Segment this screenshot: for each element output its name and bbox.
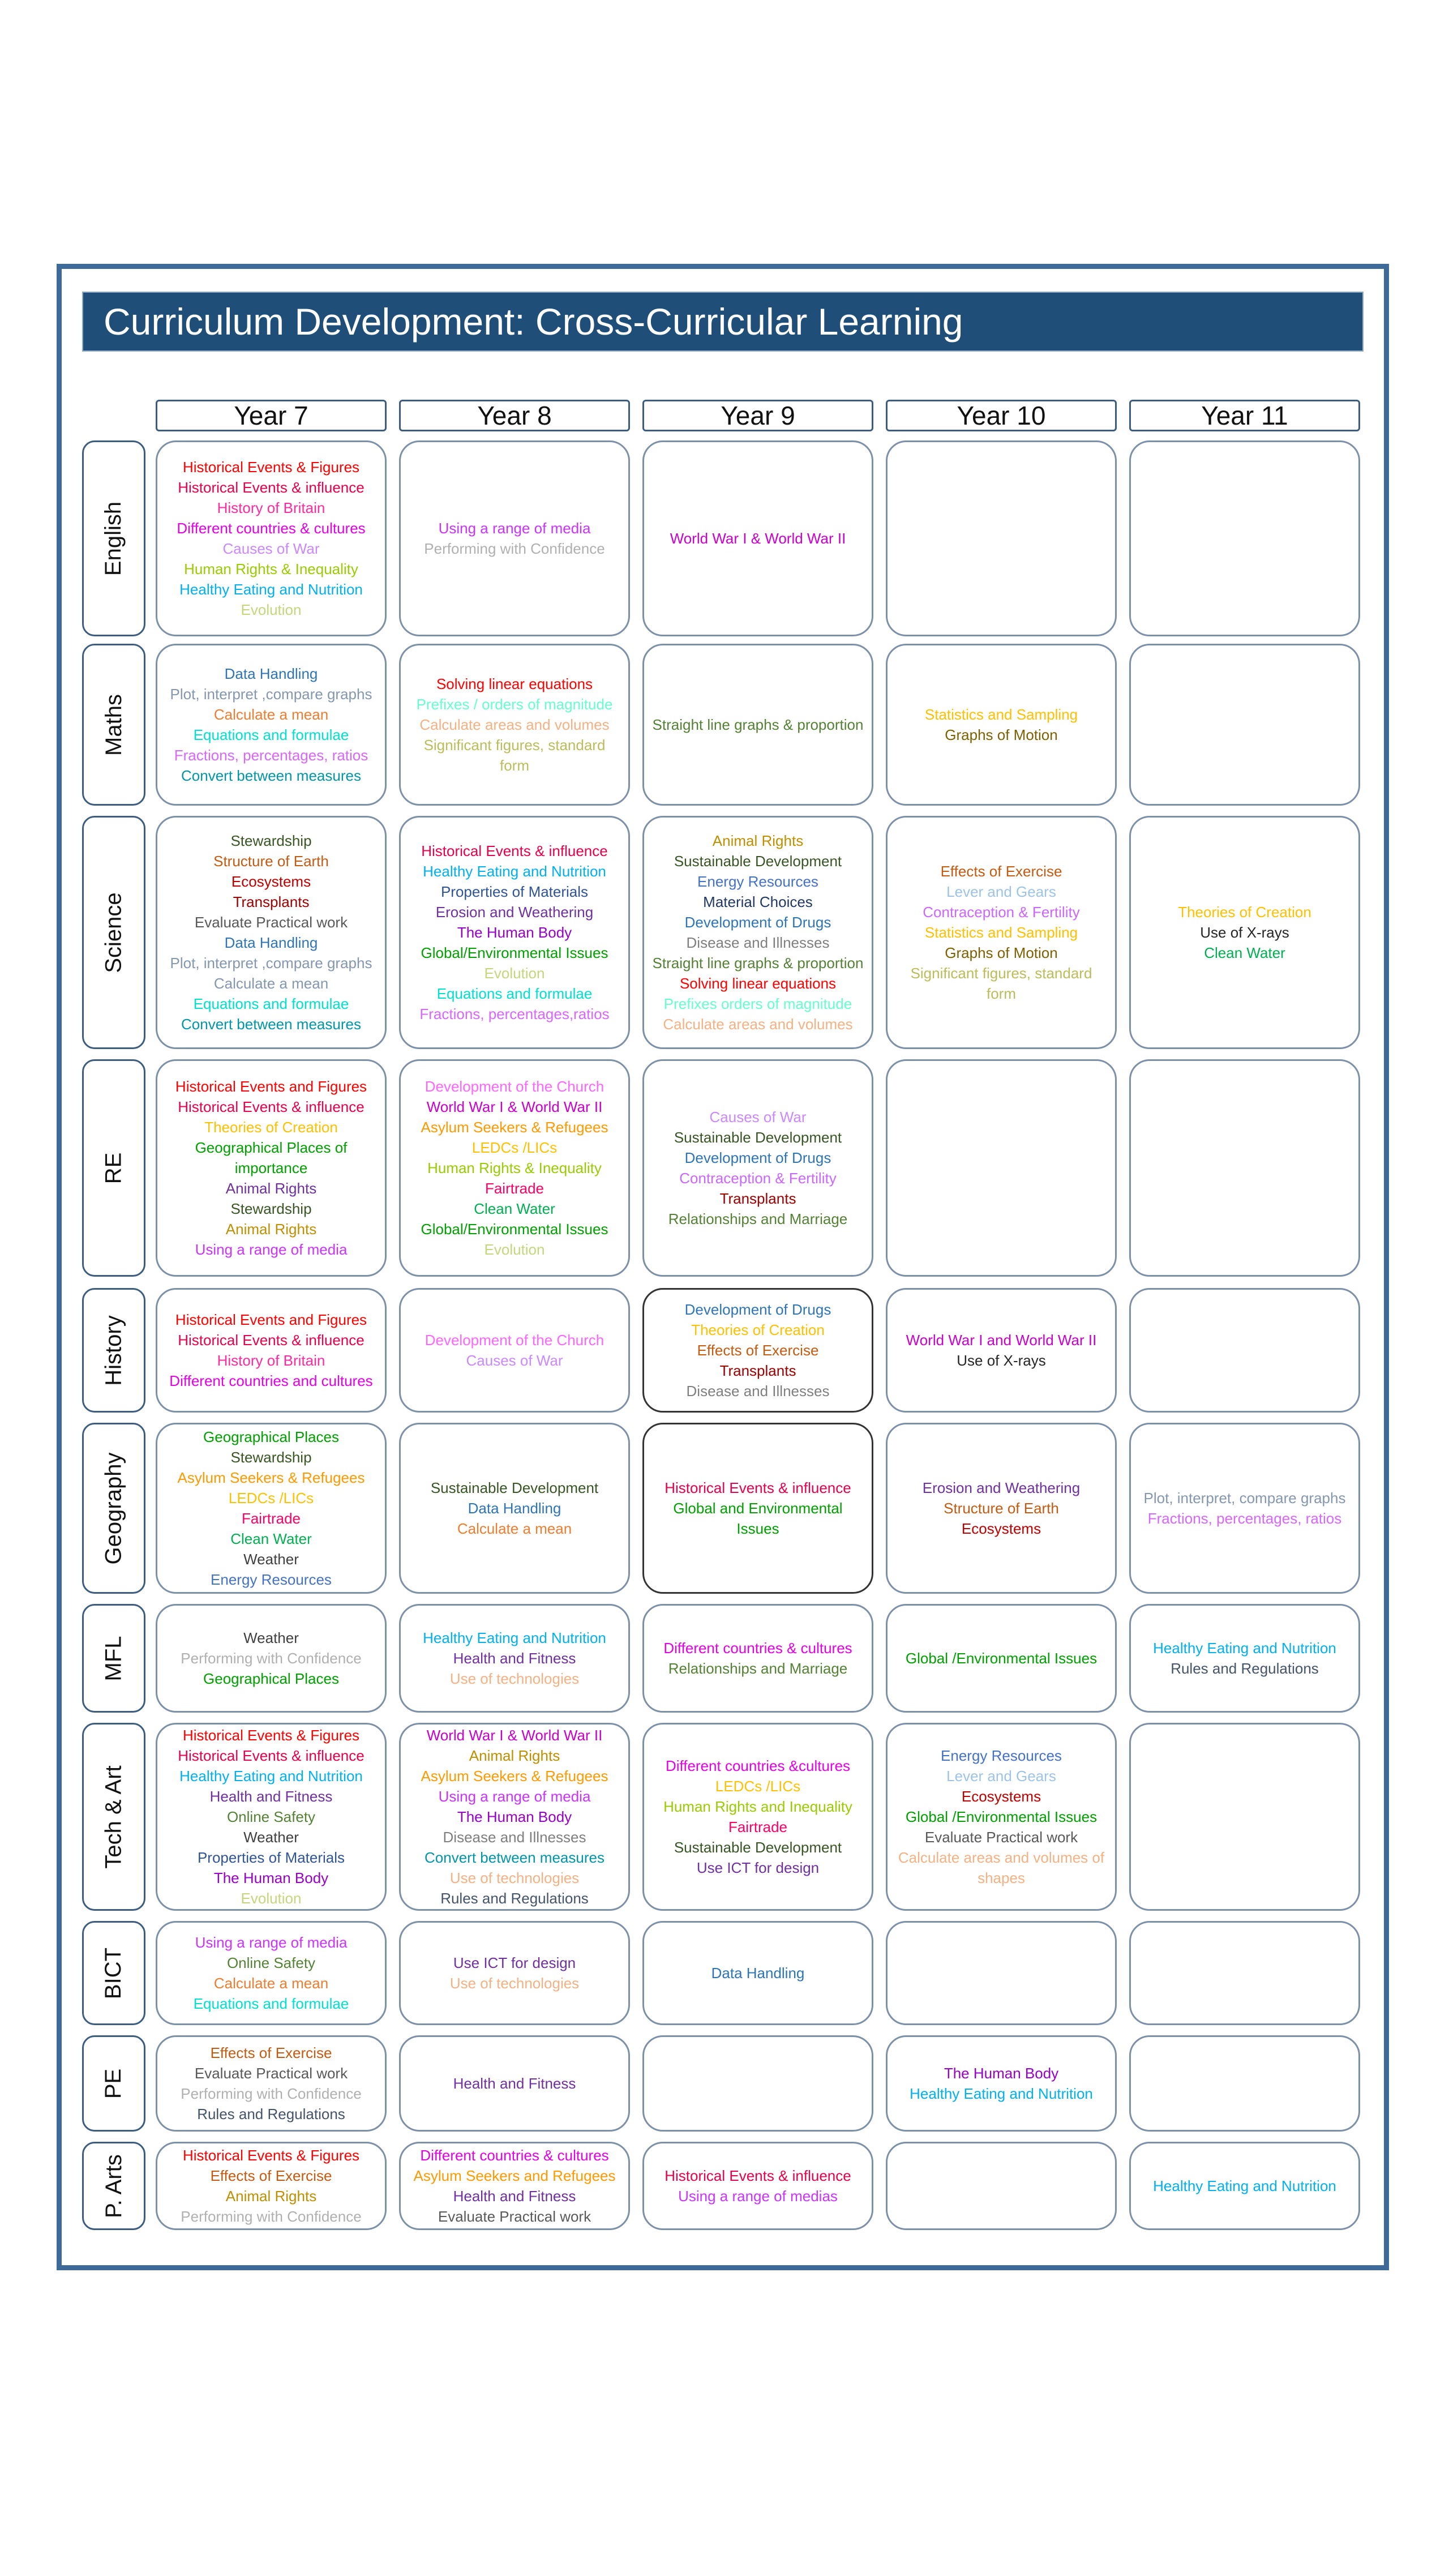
topic-item: Fairtrade — [241, 1510, 301, 1527]
topic-item: Solving linear equations — [436, 675, 593, 692]
topic-item: Animal Rights — [225, 1180, 317, 1197]
topic-item: Animal Rights — [225, 1221, 317, 1238]
topic-item: Theories of Creation — [1178, 904, 1311, 921]
topic-item: Performing with Confidence — [181, 2085, 362, 2102]
topic-item: Use of X-rays — [957, 1352, 1046, 1369]
topic-item: Historical Events & Figures — [182, 1727, 360, 1744]
topic-item: Performing with Confidence — [181, 1650, 362, 1667]
topic-item: Health and Fitness — [453, 2075, 576, 2092]
topic-item: Statistics and Sampling — [924, 706, 1078, 723]
topic-item: Convert between measures — [425, 1849, 605, 1866]
curriculum-cell — [399, 1288, 630, 1413]
topic-item: Plot, interpret, compare graphs — [1143, 1490, 1346, 1507]
topic-item: Stewardship — [230, 832, 312, 849]
topic-item: Historical Events & influence — [178, 1747, 365, 1764]
curriculum-cell — [886, 1059, 1117, 1277]
topic-item: Using a range of media — [195, 1241, 348, 1258]
curriculum-cell — [1129, 1604, 1360, 1713]
curriculum-cell — [886, 1288, 1117, 1413]
year-header-8: Year 8 — [399, 400, 630, 431]
curriculum-cell — [156, 1723, 387, 1911]
curriculum-cell — [1129, 1059, 1360, 1277]
curriculum-cell — [156, 2142, 387, 2230]
curriculum-cell — [1129, 1723, 1360, 1911]
topic-item: Disease and Illnesses — [686, 934, 830, 951]
topic-item: Historical Events & influence — [665, 1479, 851, 1496]
topic-item: Asylum Seekers & Refugees — [177, 1469, 365, 1486]
subject-label-pe — [82, 2035, 145, 2132]
topic-item: Calculate areas and volumes of shapes — [898, 1849, 1105, 1886]
curriculum-cell — [399, 440, 630, 636]
year-header-7: Year 7 — [156, 400, 387, 431]
topic-item: Sustainable Development — [674, 1839, 842, 1856]
curriculum-cell — [156, 1288, 387, 1413]
subject-name: BICT — [101, 1947, 126, 1999]
topic-item: Fractions, percentages,ratios — [419, 1005, 610, 1022]
curriculum-cell — [1129, 440, 1360, 636]
topic-item: Asylum Seekers & Refugees — [421, 1768, 608, 1785]
year-header-11: Year 11 — [1129, 400, 1360, 431]
topic-item: Ecosystems — [961, 1788, 1041, 1805]
topic-item: Performing with Confidence — [181, 2208, 362, 2225]
topic-item: Plot, interpret ,compare graphs — [170, 686, 372, 703]
topic-item: Ecosystems — [231, 873, 311, 890]
topic-item: The Human Body — [457, 1808, 572, 1825]
topic-item: Using a range of medias — [678, 2188, 838, 2205]
topic-item: Different countries &cultures — [665, 1757, 851, 1774]
topic-item: World War I and World War II — [906, 1332, 1097, 1349]
topic-item: Historical Events & influence — [665, 2167, 851, 2184]
topic-item: Historical Events & influence — [421, 842, 608, 859]
topic-item: Evolution — [484, 965, 545, 982]
topic-item: The Human Body — [944, 2065, 1059, 2082]
topic-item: Different countries & cultures — [177, 520, 366, 537]
topic-item: Use ICT for design — [696, 1859, 820, 1876]
topic-item: Significant figures, standard form — [910, 965, 1092, 1002]
subject-name: RE — [101, 1152, 126, 1184]
topic-item: Online Safety — [226, 1954, 316, 1971]
topic-item: Geographical Places of importance — [195, 1139, 348, 1176]
topic-item: Sustainable Development — [674, 853, 842, 870]
topic-item: Straight line graphs & proportion — [652, 955, 864, 972]
subject-label-re — [82, 1059, 145, 1277]
topic-item: Sustainable Development — [430, 1479, 599, 1496]
topic-item: Healthy Eating and Nutrition — [423, 1629, 606, 1646]
subject-name: Science — [101, 892, 126, 973]
curriculum-cell — [399, 1921, 630, 2025]
curriculum-cell — [642, 1059, 873, 1277]
topic-item: Healthy Eating and Nutrition — [1153, 2177, 1336, 2194]
topic-item: Energy Resources — [941, 1747, 1062, 1764]
topic-item: Clean Water — [1204, 944, 1285, 961]
topic-item: Convert between measures — [181, 767, 361, 784]
topic-item: Healthy Eating and Nutrition — [423, 863, 606, 880]
topic-item: Use of technologies — [449, 1670, 580, 1687]
topic-item: LEDCs /LICs — [715, 1778, 801, 1795]
topic-item: Historical Events & influence — [178, 1332, 365, 1349]
topic-item: Effects of Exercise — [940, 863, 1062, 880]
topic-item: Health and Fitness — [453, 2188, 576, 2205]
subject-name: P. Arts — [101, 2154, 126, 2218]
curriculum-cell — [399, 816, 630, 1049]
topic-item: History of Britain — [217, 499, 325, 516]
curriculum-cell — [156, 440, 387, 636]
topic-item: Development of Drugs — [684, 914, 831, 931]
topic-item: Data Handling — [224, 665, 318, 682]
topic-item: Contraception & Fertility — [679, 1170, 837, 1187]
topic-item: Causes of War — [222, 540, 320, 557]
curriculum-cell — [642, 2142, 873, 2230]
topic-item: Historical Events & influence — [178, 479, 365, 496]
topic-item: Calculate a mean — [213, 1975, 329, 1992]
topic-item: Data Handling — [224, 934, 318, 951]
topic-item: Evaluate Practical work — [194, 2065, 348, 2082]
topic-item: Equations and formulae — [436, 985, 593, 1002]
year-header-9: Year 9 — [642, 400, 873, 431]
topic-item: Global/Environmental Issues — [421, 1221, 608, 1238]
topic-item: Asylum Seekers and Refugees — [413, 2167, 616, 2184]
curriculum-cell — [886, 1921, 1117, 2025]
topic-item: Straight line graphs & proportion — [652, 716, 864, 733]
topic-item: Online Safety — [226, 1808, 316, 1825]
topic-item: Rules and Regulations — [440, 1890, 589, 1907]
subject-label-english — [82, 440, 145, 636]
subject-name: Maths — [101, 694, 126, 756]
topic-item: Clean Water — [230, 1530, 312, 1547]
topic-item: Use of technologies — [449, 1975, 580, 1992]
curriculum-cell — [886, 2142, 1117, 2230]
topic-item: Healthy Eating and Nutrition — [179, 1768, 363, 1785]
topic-item: Properties of Materials — [197, 1849, 345, 1866]
subject-label-mfl — [82, 1604, 145, 1713]
topic-item: Structure of Earth — [213, 853, 329, 870]
topic-item: Transplants — [719, 1362, 796, 1379]
topic-item: Rules and Regulations — [197, 2106, 345, 2123]
topic-item: Different countries and cultures — [169, 1372, 373, 1389]
subject-name: Tech & Art — [101, 1765, 126, 1869]
topic-item: Fairtrade — [728, 1818, 788, 1835]
topic-item: Relationships and Marriage — [668, 1210, 848, 1227]
topic-item: Using a range of media — [438, 1788, 591, 1805]
topic-item: Stewardship — [230, 1449, 312, 1466]
topic-item: Evaluate Practical work — [194, 914, 348, 931]
topic-item: Effects of Exercise — [210, 2167, 332, 2184]
curriculum-cell — [886, 644, 1117, 806]
curriculum-cell — [1129, 2142, 1360, 2230]
topic-item: Geographical Places — [203, 1670, 339, 1687]
curriculum-cell — [886, 440, 1117, 636]
topic-item: Lever and Gears — [946, 883, 1056, 900]
subject-label-maths — [82, 644, 145, 806]
curriculum-cell — [1129, 1921, 1360, 2025]
topic-item: Development of the Church — [425, 1332, 605, 1349]
curriculum-frame — [57, 264, 1389, 2270]
curriculum-cell — [156, 1423, 387, 1594]
curriculum-cell — [156, 1604, 387, 1713]
topic-item: Calculate areas and volumes — [663, 1016, 853, 1033]
topic-item: LEDCs /LICs — [471, 1139, 558, 1156]
topic-item: Transplants — [719, 1190, 796, 1207]
curriculum-cell — [1129, 644, 1360, 806]
subject-label-science — [82, 816, 145, 1049]
topic-item: Human Rights & Inequality — [184, 560, 358, 577]
topic-item: Development of Drugs — [684, 1301, 831, 1318]
topic-item: World War I & World War II — [670, 530, 846, 547]
curriculum-cell — [642, 2035, 873, 2132]
topic-item: Transplants — [233, 893, 310, 910]
topic-item: Use of technologies — [449, 1869, 580, 1886]
topic-item: Fractions, percentages, ratios — [174, 747, 368, 764]
subject-label-p-arts — [82, 2142, 145, 2230]
year-header-10: Year 10 — [886, 400, 1117, 431]
curriculum-cell — [642, 1288, 873, 1413]
topic-item: Solving linear equations — [679, 975, 837, 992]
subject-name: Geography — [101, 1452, 126, 1564]
topic-item: Historical Events & influence — [178, 1098, 365, 1115]
topic-item: Weather — [243, 1629, 299, 1646]
topic-item: Sustainable Development — [674, 1129, 842, 1146]
topic-item: Global /Environmental Issues — [905, 1650, 1098, 1667]
topic-item: Causes of War — [466, 1352, 563, 1369]
curriculum-cell — [399, 2035, 630, 2132]
topic-item: Clean Water — [474, 1200, 555, 1217]
curriculum-cell — [642, 1921, 873, 2025]
topic-item: Animal Rights — [469, 1747, 560, 1764]
curriculum-cell — [1129, 2035, 1360, 2132]
topic-item: Using a range of media — [195, 1934, 348, 1951]
curriculum-cell — [642, 816, 873, 1049]
topic-item: Stewardship — [230, 1200, 312, 1217]
curriculum-cell — [399, 1604, 630, 1713]
curriculum-cell — [1129, 1423, 1360, 1594]
subject-name: PE — [101, 2068, 126, 2099]
topic-item: Different countries & cultures — [663, 1640, 852, 1657]
topic-item: Fairtrade — [485, 1180, 545, 1197]
topic-item: Ecosystems — [961, 1520, 1041, 1537]
topic-item: Effects of Exercise — [210, 2044, 332, 2061]
curriculum-cell — [399, 1059, 630, 1277]
topic-item: Theories of Creation — [691, 1321, 825, 1338]
curriculum-cell — [399, 1723, 630, 1911]
curriculum-cell — [886, 1423, 1117, 1594]
topic-item: Significant figures, standard form — [423, 737, 606, 774]
curriculum-cell — [156, 2035, 387, 2132]
topic-item: Equations and formulae — [193, 726, 349, 743]
curriculum-cell — [886, 1604, 1117, 1713]
topic-item: Evolution — [241, 601, 302, 618]
topic-item: Evaluate Practical work — [924, 1829, 1078, 1846]
topic-item: The Human Body — [457, 924, 572, 941]
topic-item: Geographical Places — [203, 1428, 339, 1445]
curriculum-cell — [156, 1059, 387, 1277]
curriculum-cell — [642, 1723, 873, 1911]
topic-item: Energy Resources — [211, 1571, 332, 1588]
topic-item: Equations and formulae — [193, 995, 349, 1012]
topic-item: Theories of Creation — [204, 1119, 338, 1136]
topic-item: Human Rights and Inequality — [663, 1798, 852, 1815]
curriculum-cell — [642, 1604, 873, 1713]
topic-item: Global/Environmental Issues — [421, 944, 608, 961]
topic-item: Energy Resources — [697, 873, 818, 890]
curriculum-cell — [642, 1423, 873, 1594]
topic-item: Data Handling — [468, 1500, 561, 1517]
topic-item: Evolution — [241, 1890, 302, 1907]
topic-item: Lever and Gears — [946, 1768, 1056, 1785]
curriculum-cell — [156, 816, 387, 1049]
topic-item: Prefixes orders of magnitude — [663, 995, 852, 1012]
topic-item: Animal Rights — [712, 832, 804, 849]
curriculum-cell — [399, 2142, 630, 2230]
subject-name: History — [101, 1315, 126, 1386]
topic-item: Evolution — [484, 1241, 545, 1258]
topic-item: Effects of Exercise — [697, 1342, 819, 1359]
topic-item: The Human Body — [213, 1869, 329, 1886]
curriculum-cell — [399, 644, 630, 806]
curriculum-cell — [886, 1723, 1117, 1911]
topic-item: Graphs of Motion — [945, 726, 1058, 743]
topic-item: Development of the Church — [425, 1078, 605, 1095]
topic-item: World War I & World War II — [426, 1727, 603, 1744]
topic-item: Use of X-rays — [1200, 924, 1289, 941]
curriculum-cell — [1129, 1288, 1360, 1413]
curriculum-cell — [886, 816, 1117, 1049]
curriculum-cell — [886, 2035, 1117, 2132]
subject-name: MFL — [101, 1636, 126, 1681]
topic-item: Rules and Regulations — [1171, 1660, 1319, 1677]
topic-item: Graphs of Motion — [945, 944, 1058, 961]
topic-item: Global and Environmental Issues — [673, 1500, 843, 1537]
topic-item: Disease and Illnesses — [686, 1383, 830, 1400]
topic-item: Health and Fitness — [209, 1788, 333, 1805]
topic-item: Fractions, percentages, ratios — [1147, 1510, 1342, 1527]
topic-item: Health and Fitness — [453, 1650, 576, 1667]
topic-item: Structure of Earth — [944, 1500, 1059, 1517]
topic-item: Causes of War — [709, 1109, 807, 1126]
topic-item: Evaluate Practical work — [438, 2208, 591, 2225]
curriculum-cell — [156, 1921, 387, 2025]
topic-item: Global /Environmental Issues — [905, 1808, 1098, 1825]
curriculum-cell — [642, 440, 873, 636]
topic-item: Prefixes / orders of magnitude — [416, 696, 613, 713]
topic-item: Development of Drugs — [684, 1149, 831, 1166]
topic-item: Statistics and Sampling — [924, 924, 1078, 941]
topic-item: Contraception & Fertility — [923, 904, 1080, 921]
page-title: Curriculum Development: Cross-Curricular Learning — [82, 292, 1364, 352]
topic-item: Calculate areas and volumes — [419, 716, 610, 733]
curriculum-cell — [1129, 816, 1360, 1049]
topic-item: Equations and formulae — [193, 1995, 349, 2012]
topic-item: Plot, interpret ,compare graphs Calculate a mean — [170, 955, 372, 992]
subject-label-bict — [82, 1921, 145, 2025]
topic-item: Asylum Seekers & Refugees — [421, 1119, 608, 1136]
topic-item: Historical Events and Figures — [175, 1311, 367, 1328]
curriculum-cell — [642, 644, 873, 806]
topic-item: Calculate a mean — [457, 1520, 572, 1537]
topic-item: Use ICT for design — [453, 1954, 576, 1971]
topic-item: Healthy Eating and Nutrition — [1153, 1640, 1336, 1657]
topic-item: Disease and Illnesses — [443, 1829, 586, 1846]
topic-item: Historical Events & Figures — [182, 459, 360, 476]
subject-label-tech-art — [82, 1723, 145, 1911]
topic-item: Healthy Eating and Nutrition — [910, 2085, 1093, 2102]
topic-item: Relationships and Marriage — [668, 1660, 848, 1677]
subject-label-history — [82, 1288, 145, 1413]
topic-item: Historical Events & Figures — [182, 2147, 360, 2164]
topic-item: Erosion and Weathering — [922, 1479, 1081, 1496]
topic-item: Historical Events and Figures — [175, 1078, 367, 1095]
topic-item: Weather — [243, 1551, 299, 1568]
topic-item: History of Britain — [217, 1352, 325, 1369]
topic-item: World War I & World War II — [426, 1098, 603, 1115]
subject-name: English — [101, 501, 126, 576]
curriculum-cell — [156, 644, 387, 806]
curriculum-cell — [399, 1423, 630, 1594]
topic-item: Different countries & cultures — [420, 2147, 609, 2164]
topic-item: Material Choices — [703, 893, 813, 910]
topic-item: Animal Rights — [225, 2188, 317, 2205]
topic-item: Performing with Confidence — [424, 540, 605, 557]
topic-item: Using a range of media — [438, 520, 591, 537]
topic-item: Data Handling — [711, 1965, 805, 1982]
topic-item: LEDCs /LICs — [228, 1490, 314, 1507]
topic-item: Properties of Materials — [440, 883, 589, 900]
topic-item: Erosion and Weathering — [435, 904, 594, 921]
subject-label-geography — [82, 1423, 145, 1594]
topic-item: Human Rights & Inequality — [427, 1159, 602, 1176]
topic-item: Calculate a mean — [213, 706, 329, 723]
topic-item: Weather — [243, 1829, 299, 1846]
topic-item: Convert between measures — [181, 1016, 361, 1033]
topic-item: Healthy Eating and Nutrition — [179, 581, 363, 598]
